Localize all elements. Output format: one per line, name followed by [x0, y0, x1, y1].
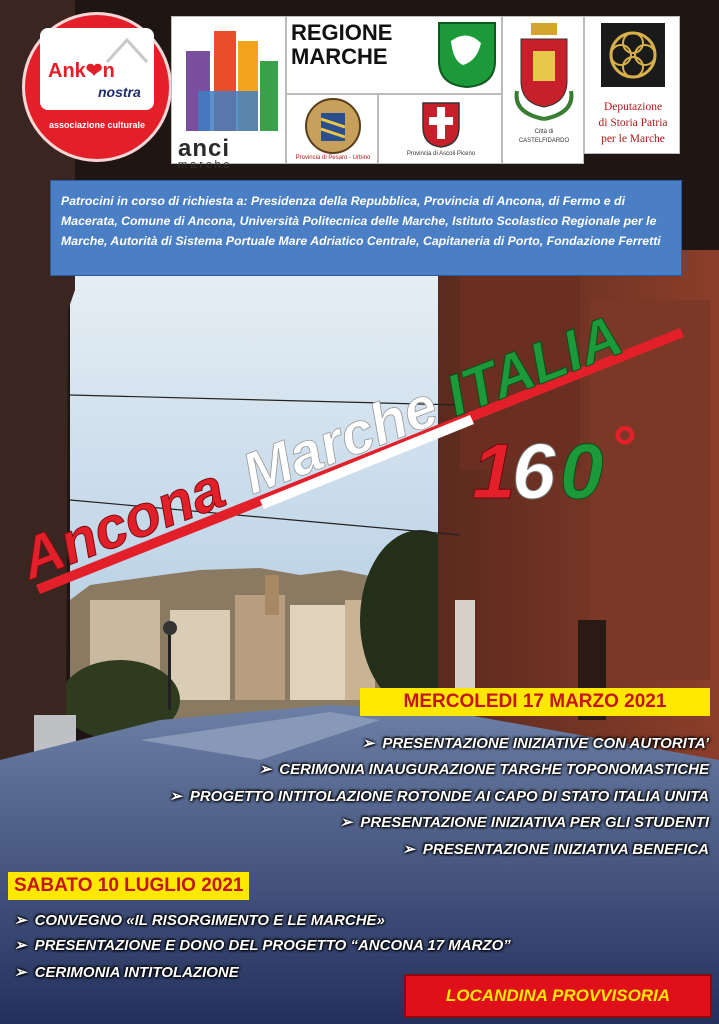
title-marche: Marche — [233, 373, 447, 507]
event1-item — [340, 813, 709, 831]
regione-marche-logo — [286, 16, 502, 94]
deputazione-line2: di Storia Patria — [598, 117, 668, 129]
event1-date: MERCOLEDI 17 MARZO 2021 — [360, 688, 710, 716]
deputazione-line3: per le Marche — [601, 133, 665, 145]
ascoli-caption: Provincia di Ascoli Piceno — [406, 151, 476, 157]
deputazione-emblem-icon — [601, 23, 665, 87]
arrow-bullet-icon: ➢ — [258, 761, 272, 778]
ankon-name: Ank❤n — [48, 60, 115, 82]
regione-marche-text — [291, 21, 392, 69]
event1-item-text: PROGETTO INTITOLAZIONE ROTONDE AI CAPO DI STATO ITALIA UNITA — [189, 788, 709, 805]
event1-item — [362, 734, 709, 752]
urbino-crest-icon — [303, 97, 363, 155]
castelfidardo-logo — [502, 16, 584, 164]
title-digit-0: 0 — [560, 427, 604, 515]
castelfidardo-caption-2: CASTELFIDARDO — [518, 138, 570, 144]
ankon-nostra-logo — [22, 12, 172, 162]
ascoli-crest-icon — [419, 97, 463, 149]
event1-item-text: PRESENTAZIONE INIZIATIVA PER GLI STUDENTI — [360, 814, 709, 831]
anci-marche-logo — [171, 16, 286, 171]
pesaro-urbino-logo — [286, 94, 378, 164]
event1-item-text: PRESENTAZIONE INIZIATIVA BENEFICA — [422, 841, 709, 858]
event2-item — [14, 936, 511, 954]
ankon-subtitle: associazione culturale — [48, 120, 146, 130]
regione-line2: MARCHE — [291, 44, 388, 69]
regione-crest-icon — [437, 21, 497, 89]
locandina-provvisoria-label: LOCANDINA PROVVISORIA — [404, 974, 712, 1018]
title-italia: ITALIA — [437, 318, 631, 429]
arrow-bullet-icon: ➢ — [339, 814, 353, 831]
arrow-bullet-icon: ➢ — [361, 735, 375, 752]
anci-marche-text: marche — [178, 159, 233, 171]
event2-item-text: CERIMONIA INTITOLAZIONE — [34, 964, 239, 981]
event2-item-text: CONVEGNO «IL RISORGIMENTO E LE MARCHE» — [34, 912, 385, 929]
title-ancona: Ancona — [20, 455, 234, 593]
event1-item — [259, 760, 709, 778]
event1-item-text: PRESENTAZIONE INIZIATIVE CON AUTORITA’ — [382, 735, 709, 752]
deputazione-logo — [584, 16, 680, 154]
deputazione-line1: Deputazione — [603, 101, 663, 113]
castelfidardo-caption-1: Città di — [534, 129, 554, 135]
patrocini-box: Patrocini in corso di richiesta a: Presidenza della Repubblica, Provincia di Ancona, di Fermo e di Macerata, Comune di Ancona, Università Politecnica delle Marche, Istituto Scolastico Regionale per le Marche, Autorità di Sistema Portuale Mare Adriatico Centrale, Capitaneria di Porto, Fondazione Ferretti — [50, 180, 682, 276]
arrow-bullet-icon: ➢ — [14, 937, 27, 954]
event2-item — [14, 963, 239, 981]
regione-line1: REGIONE — [291, 20, 393, 45]
ankon-nostra-text: nostra — [98, 84, 141, 100]
event2-date: SABATO 10 LUGLIO 2021 — [8, 872, 249, 900]
ascoli-piceno-logo — [378, 94, 502, 164]
urbino-caption: Provincia di Pesaro - Urbino — [295, 155, 371, 161]
title-digit-1: 1 — [472, 427, 516, 515]
arrow-bullet-icon: ➢ — [14, 964, 27, 981]
title-degree: ° — [610, 414, 634, 481]
anci-towers-icon — [178, 21, 282, 133]
title-digit-6: 6 — [512, 427, 556, 515]
event2-item — [14, 911, 385, 929]
deputazione-text — [585, 99, 681, 147]
event1-item — [169, 787, 709, 805]
event-title — [20, 318, 710, 598]
arrow-bullet-icon: ➢ — [402, 841, 415, 858]
event2-item-text: PRESENTAZIONE E DONO DEL PROGETTO “ANCONA 17 MARZO” — [34, 937, 511, 954]
arrow-bullet-icon: ➢ — [169, 788, 182, 805]
anci-text: anci — [178, 135, 231, 162]
event1-item — [402, 840, 709, 858]
castelfidardo-crest-icon — [511, 21, 577, 121]
title-graphic — [20, 318, 710, 598]
ankon-logo-badge — [40, 28, 154, 110]
event1-item-text: CERIMONIA INAUGURAZIONE TARGHE TOPONOMASTICHE — [279, 761, 709, 778]
arrow-bullet-icon: ➢ — [14, 912, 27, 929]
